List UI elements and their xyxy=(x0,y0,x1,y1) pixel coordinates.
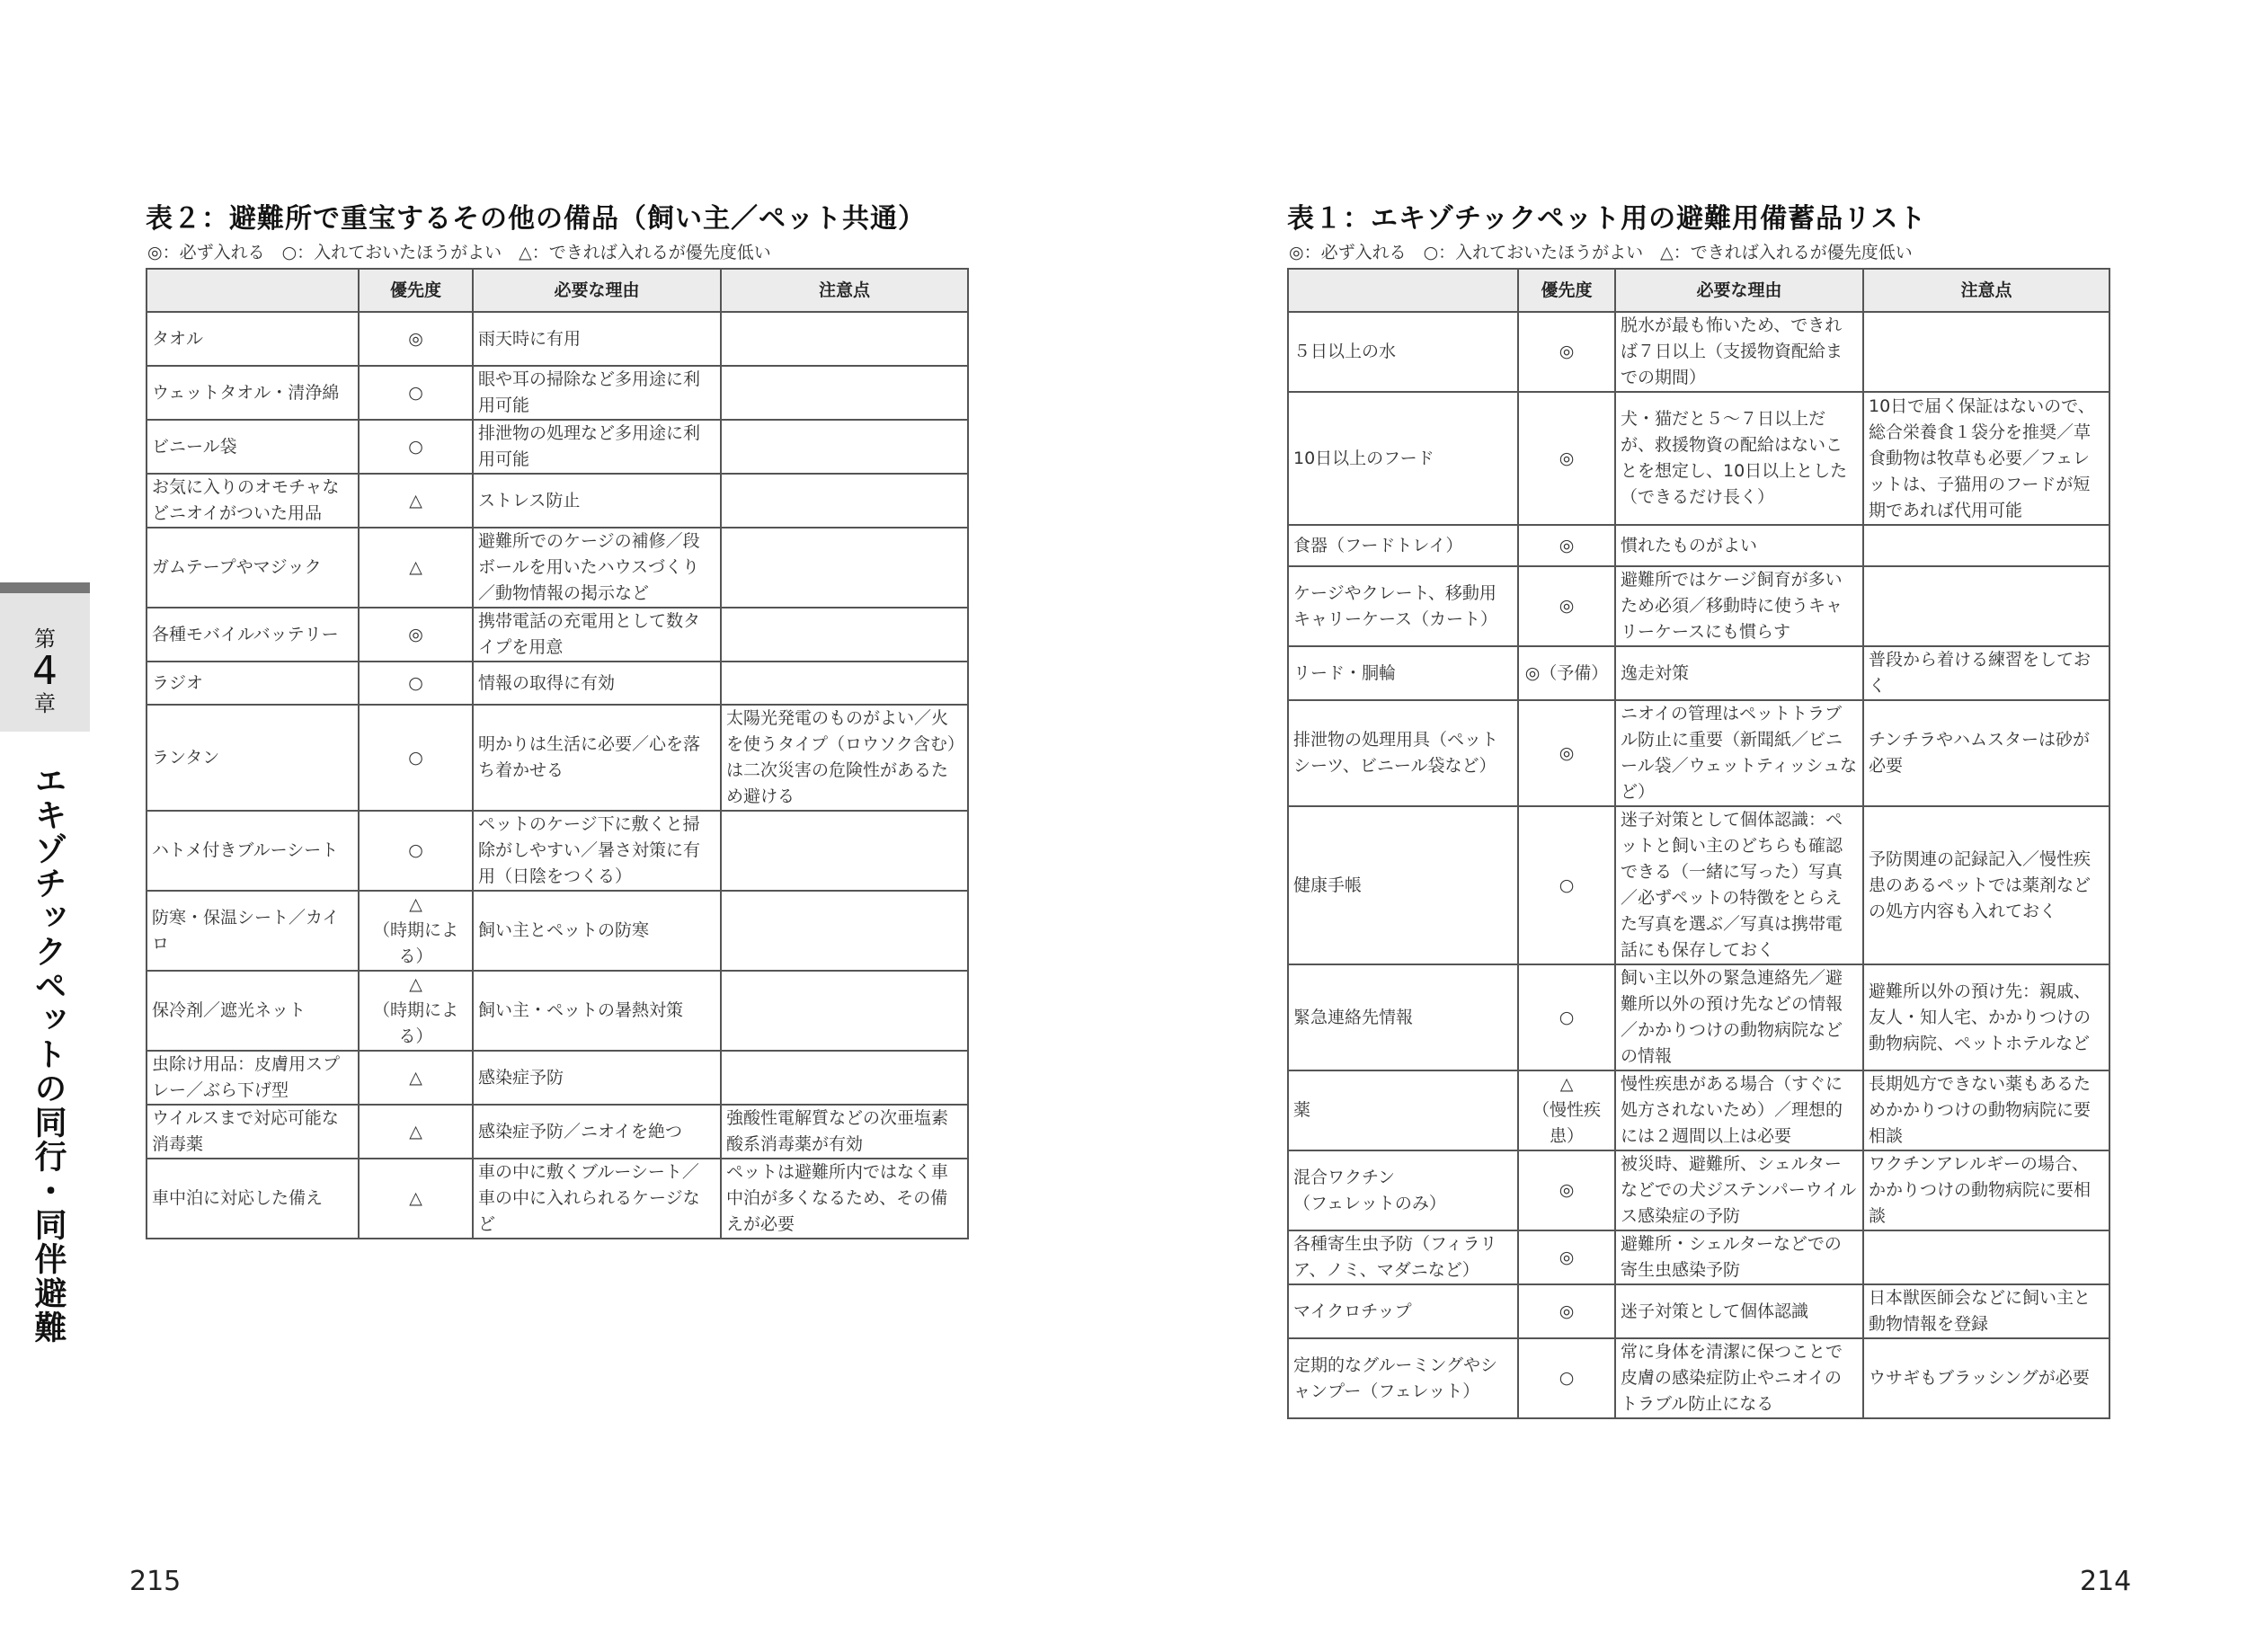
table2-title: 表２：避難所で重宝するその他の備品（飼い主／ペット共通） xyxy=(146,203,926,235)
reason-cell: 感染症予防 xyxy=(473,1051,721,1105)
header-note: 注意点 xyxy=(721,269,968,312)
table-row xyxy=(1288,700,2109,806)
table-row xyxy=(147,971,968,1051)
table-row xyxy=(147,662,968,705)
priority-cell: △ xyxy=(359,1159,473,1239)
item-cell: ビニール袋 xyxy=(147,420,359,474)
header-reason: 必要な理由 xyxy=(473,269,721,312)
priority-cell: △ （慢性疾患） xyxy=(1518,1070,1615,1150)
item-cell: ランタン xyxy=(147,705,359,811)
reason-cell: 飼い主とペットの防寒 xyxy=(473,891,721,971)
item-cell: 防寒・保温シート／カイロ xyxy=(147,891,359,971)
table-header-row xyxy=(147,269,968,312)
priority-cell: ◎（予備） xyxy=(1518,646,1615,700)
table-row xyxy=(1288,566,2109,646)
reason-cell: 飼い主・ペットの暑熱対策 xyxy=(473,971,721,1051)
chapter-title: エキゾチックペットの同行・同伴避難 xyxy=(30,764,67,1345)
priority-cell: △ xyxy=(359,1051,473,1105)
note-cell: 普段から着ける練習をしておく xyxy=(1863,646,2109,700)
table-row xyxy=(1288,312,2109,392)
note-cell: 太陽光発電のものがよい／火を使うタイプ（ロウソク含む）は二次災害の危険性があるため避ける xyxy=(721,705,968,811)
note-cell: 長期処方できない薬もあるためかかりつけの動物病院に要相談 xyxy=(1863,1070,2109,1150)
note-cell: 予防関連の記録記入／慢性疾患のあるペットでは薬剤などの処方内容も入れておく xyxy=(1863,806,2109,964)
table1-legend: ◎：必ず入れる ○：入れておいたほうがよい △：できれば入れるが優先度低い xyxy=(1289,243,1913,262)
reason-cell: 明かりは生活に必要／心を落ち着かせる xyxy=(473,705,721,811)
priority-cell: ◎ xyxy=(1518,525,1615,566)
header-reason: 必要な理由 xyxy=(1615,269,1863,312)
table-row xyxy=(1288,1150,2109,1230)
note-cell xyxy=(721,366,968,420)
note-cell xyxy=(721,662,968,705)
priority-cell: △ （時期による） xyxy=(359,891,473,971)
header-item xyxy=(1288,269,1518,312)
item-cell: 各種モバイルバッテリー xyxy=(147,608,359,662)
priority-cell: ◎ xyxy=(1518,566,1615,646)
item-cell: 定期的なグルーミングやシャンプー（フェレット） xyxy=(1288,1338,1518,1418)
table-row xyxy=(1288,1070,2109,1150)
item-cell: ガムテープやマジック xyxy=(147,528,359,608)
item-cell: ウェットタオル・清浄綿 xyxy=(147,366,359,420)
table-row xyxy=(147,528,968,608)
reason-cell: 逸走対策 xyxy=(1615,646,1863,700)
item-cell: リード・胴輪 xyxy=(1288,646,1518,700)
note-cell xyxy=(721,971,968,1051)
reason-cell: 犬・猫だと５～７日以上だが、救援物資の配給はないことを想定し、10日以上とした（できるだけ長く） xyxy=(1615,392,1863,525)
priority-cell: ○ xyxy=(1518,1338,1615,1418)
table-row xyxy=(147,1105,968,1159)
table1-title: 表１：エキゾチックペット用の避難用備蓄品リスト xyxy=(1287,203,1927,235)
item-cell: 各種寄生虫予防（フィラリア、ノミ、マダニなど） xyxy=(1288,1230,1518,1284)
note-cell: 10日で届く保証はないので、総合栄養食１袋分を推奨／草食動物は牧草も必要／フェレットは、子猫用のフードが短期であれば代用可能 xyxy=(1863,392,2109,525)
note-cell: 避難所以外の預け先：親戚、友人・知人宅、かかりつけの動物病院、ペットホテルなど xyxy=(1863,964,2109,1070)
reason-cell: 車の中に敷くブルーシート／車の中に入れられるケージなど xyxy=(473,1159,721,1239)
page-number-right: 214 xyxy=(2080,1566,2132,1597)
item-cell: ウイルスまで対応可能な消毒薬 xyxy=(147,1105,359,1159)
table-row xyxy=(1288,964,2109,1070)
priority-cell: ○ xyxy=(359,811,473,891)
reason-cell: 迷子対策として個体認識：ペットと飼い主のどちらも確認できる（一緒に写った）写真／必ずペットの特徴をとらえた写真を選ぶ／写真は携帯電話にも保存しておく xyxy=(1615,806,1863,964)
reason-cell: ストレス防止 xyxy=(473,474,721,528)
note-cell: チンチラやハムスターは砂が必要 xyxy=(1863,700,2109,806)
table-row xyxy=(147,608,968,662)
priority-cell: ◎ xyxy=(1518,700,1615,806)
reason-cell: 常に身体を清潔に保つことで皮膚の感染症防止やニオイのトラブル防止になる xyxy=(1615,1338,1863,1418)
reason-cell: 被災時、避難所、シェルターなどでの犬ジステンパーウイルス感染症の予防 xyxy=(1615,1150,1863,1230)
item-cell: ハトメ付きブルーシート xyxy=(147,811,359,891)
priority-cell: ○ xyxy=(359,662,473,705)
note-cell xyxy=(721,312,968,366)
item-cell: お気に入りのオモチャなどニオイがついた用品 xyxy=(147,474,359,528)
priority-cell: ◎ xyxy=(1518,1230,1615,1284)
table-row xyxy=(147,420,968,474)
priority-cell: △ xyxy=(359,528,473,608)
item-cell: 混合ワクチン （フェレットのみ） xyxy=(1288,1150,1518,1230)
note-cell xyxy=(721,528,968,608)
reason-cell: 避難所ではケージ飼育が多いため必須／移動時に使うキャリーケースにも慣らす xyxy=(1615,566,1863,646)
reason-cell: ペットのケージ下に敷くと掃除がしやすい／暑さ対策に有用（日陰をつくる） xyxy=(473,811,721,891)
item-cell: 10日以上のフード xyxy=(1288,392,1518,525)
header-item xyxy=(147,269,359,312)
note-cell: ペットは避難所内ではなく車中泊が多くなるため、その備えが必要 xyxy=(721,1159,968,1239)
table2-legend: ◎：必ず入れる ○：入れておいたほうがよい △：できれば入れるが優先度低い xyxy=(147,243,771,262)
priority-cell: ○ xyxy=(1518,806,1615,964)
note-cell xyxy=(721,1051,968,1105)
table-row xyxy=(1288,1230,2109,1284)
table-row xyxy=(147,474,968,528)
item-cell: 食器（フードトレイ） xyxy=(1288,525,1518,566)
note-cell: ワクチンアレルギーの場合、かかりつけの動物病院に要相談 xyxy=(1863,1150,2109,1230)
item-cell: 健康手帳 xyxy=(1288,806,1518,964)
reason-cell: 迷子対策として個体認識 xyxy=(1615,1284,1863,1338)
item-cell: 車中泊に対応した備え xyxy=(147,1159,359,1239)
table-row xyxy=(147,891,968,971)
item-cell: ラジオ xyxy=(147,662,359,705)
item-cell: 排泄物の処理用具（ペットシーツ、ビニール袋など） xyxy=(1288,700,1518,806)
header-priority: 優先度 xyxy=(1518,269,1615,312)
priority-cell: ◎ xyxy=(359,608,473,662)
priority-cell: ◎ xyxy=(1518,312,1615,392)
item-cell: 緊急連絡先情報 xyxy=(1288,964,1518,1070)
header-priority: 優先度 xyxy=(359,269,473,312)
item-cell: マイクロチップ xyxy=(1288,1284,1518,1338)
reason-cell: 飼い主以外の緊急連絡先／避難所以外の預け先などの情報／かかりつけの動物病院などの情報 xyxy=(1615,964,1863,1070)
priority-cell: ◎ xyxy=(359,312,473,366)
priority-cell: △ xyxy=(359,1105,473,1159)
note-cell xyxy=(1863,525,2109,566)
reason-cell: 慣れたものがよい xyxy=(1615,525,1863,566)
table-row xyxy=(147,811,968,891)
table-row xyxy=(147,705,968,811)
reason-cell: 携帯電話の充電用として数タイプを用意 xyxy=(473,608,721,662)
item-cell: 虫除け用品：皮膚用スプレー／ぶら下げ型 xyxy=(147,1051,359,1105)
item-cell: ５日以上の水 xyxy=(1288,312,1518,392)
reason-cell: 脱水が最も怖いため、できれば７日以上（支援物資配給までの期間） xyxy=(1615,312,1863,392)
note-cell xyxy=(721,608,968,662)
priority-cell: △ xyxy=(359,474,473,528)
note-cell: 強酸性電解質などの次亜塩素酸系消毒薬が有効 xyxy=(721,1105,968,1159)
note-cell xyxy=(721,891,968,971)
priority-cell: ◎ xyxy=(1518,392,1615,525)
table1 xyxy=(1287,268,2110,1419)
priority-cell: ◎ xyxy=(1518,1284,1615,1338)
note-cell: 日本獣医師会などに飼い主と動物情報を登録 xyxy=(1863,1284,2109,1338)
table-row xyxy=(1288,525,2109,566)
chapter-tab xyxy=(0,582,90,732)
item-cell: 薬 xyxy=(1288,1070,1518,1150)
reason-cell: 雨天時に有用 xyxy=(473,312,721,366)
note-cell xyxy=(721,811,968,891)
table-row xyxy=(1288,806,2109,964)
priority-cell: ◎ xyxy=(1518,1150,1615,1230)
note-cell xyxy=(1863,566,2109,646)
table-row xyxy=(1288,1284,2109,1338)
item-cell: ケージやクレート、移動用キャリーケース（カート） xyxy=(1288,566,1518,646)
header-note: 注意点 xyxy=(1863,269,2109,312)
item-cell: 保冷剤／遮光ネット xyxy=(147,971,359,1051)
table-row xyxy=(1288,1338,2109,1418)
chapter-tab-sho: 章 xyxy=(34,691,56,716)
table-row xyxy=(1288,392,2109,525)
reason-cell: 避難所でのケージの補修／段ボールを用いたハウスづくり／動物情報の掲示など xyxy=(473,528,721,608)
priority-cell: ○ xyxy=(359,705,473,811)
reason-cell: ニオイの管理はペットトラブル防止に重要（新聞紙／ビニール袋／ウェットティッシュなど） xyxy=(1615,700,1863,806)
priority-cell: △ （時期による） xyxy=(359,971,473,1051)
table-row xyxy=(147,1159,968,1239)
table-row xyxy=(147,312,968,366)
table-header-row xyxy=(1288,269,2109,312)
note-cell: ウサギもブラッシングが必要 xyxy=(1863,1338,2109,1418)
chapter-tab-number: 4 xyxy=(32,648,58,694)
page-number-left: 215 xyxy=(129,1566,182,1597)
reason-cell: 避難所・シェルターなどでの寄生虫感染予防 xyxy=(1615,1230,1863,1284)
note-cell xyxy=(1863,312,2109,392)
table-row xyxy=(147,1051,968,1105)
item-cell: タオル xyxy=(147,312,359,366)
reason-cell: 排泄物の処理など多用途に利用可能 xyxy=(473,420,721,474)
reason-cell: 感染症予防／ニオイを絶つ xyxy=(473,1105,721,1159)
reason-cell: 慢性疾患がある場合（すぐに処方されないため）／理想的には２週間以上は必要 xyxy=(1615,1070,1863,1150)
priority-cell: ○ xyxy=(1518,964,1615,1070)
reason-cell: 情報の取得に有効 xyxy=(473,662,721,705)
table2 xyxy=(146,268,969,1239)
note-cell xyxy=(721,474,968,528)
reason-cell: 眼や耳の掃除など多用途に利用可能 xyxy=(473,366,721,420)
chapter-tab-dai: 第 xyxy=(34,626,56,652)
priority-cell: ○ xyxy=(359,366,473,420)
note-cell xyxy=(721,420,968,474)
priority-cell: ○ xyxy=(359,420,473,474)
note-cell xyxy=(1863,1230,2109,1284)
table-row xyxy=(1288,646,2109,700)
table-row xyxy=(147,366,968,420)
